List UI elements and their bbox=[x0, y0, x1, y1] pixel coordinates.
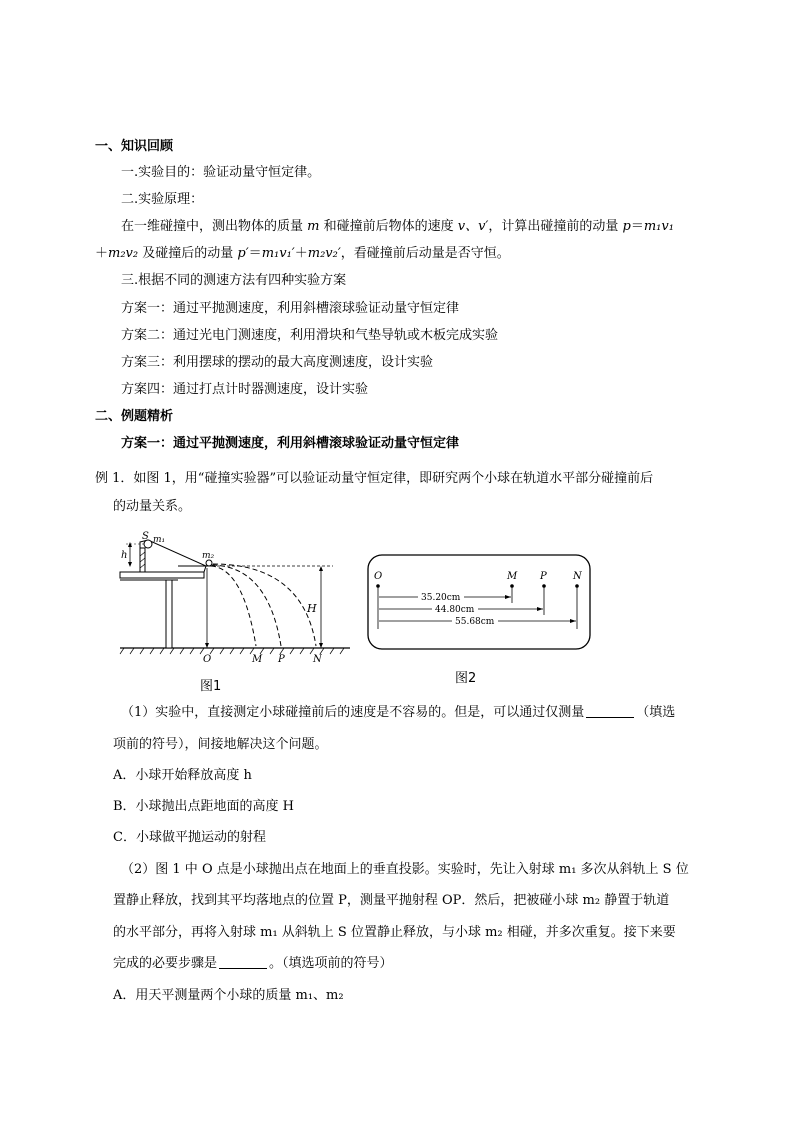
symbol-p-prime: p′ bbox=[237, 246, 249, 261]
section1-heading: 一、知识回顾 bbox=[95, 139, 174, 154]
label-m1: m₁ bbox=[153, 535, 166, 545]
label-M: M bbox=[252, 654, 263, 663]
section2-subheading: 方案一：通过平抛测速度，利用斜槽滚球验证动量守恒定律 bbox=[121, 436, 460, 451]
principle-text: 及碰撞后的动量 bbox=[138, 246, 238, 261]
symbol-m: m bbox=[307, 219, 320, 234]
principle-text: 和碰撞前后物体的速度 bbox=[319, 219, 458, 234]
plus-sign: ＋ bbox=[294, 246, 308, 261]
principle-line-2 bbox=[95, 245, 510, 263]
record-paper bbox=[368, 555, 590, 649]
symbol-m1v1-prime: m₁v₁′ bbox=[261, 246, 295, 261]
q1-line-1 bbox=[121, 704, 675, 722]
symbol-p: p bbox=[622, 219, 631, 234]
q1-option-b: B．小球抛出点距地面的高度 H bbox=[113, 799, 295, 814]
symbol-m1v1: m₁v₁ bbox=[643, 219, 674, 234]
q2-option-a: A．用天平测量两个小球的质量 m₁、m₂ bbox=[113, 988, 344, 1003]
q2-text: 。（填选项前的符号） bbox=[269, 956, 393, 971]
q1-line-2: 项前的符号），间接地解决这个问题。 bbox=[113, 737, 328, 752]
label-N: N bbox=[313, 654, 322, 663]
figure-1-label: 图1 bbox=[200, 679, 222, 694]
principle-text: ，看碰撞前后动量是否守恒。 bbox=[340, 246, 510, 261]
symbol-m2v2-prime: m₂v₂′ bbox=[307, 246, 341, 261]
figure-2 bbox=[366, 553, 592, 653]
q1-option-a: A．小球开始释放高度 h bbox=[113, 768, 252, 783]
label-P: P bbox=[540, 571, 547, 582]
q2-text: 完成的必要步骤是 bbox=[113, 956, 218, 971]
distance-OP-label: 44.80cm bbox=[435, 605, 475, 615]
q1-option-c: C．小球做平抛运动的射程 bbox=[113, 830, 266, 845]
label-h: h bbox=[121, 550, 128, 561]
methods-title: 三.根据不同的测速方法有四种实验方案 bbox=[121, 273, 347, 288]
example-line-1: 例 1．如图 1，用“碰撞实验器”可以验证动量守恒定律，即研究两个小球在轨道水平部分碰撞前后 bbox=[95, 471, 654, 486]
q1-answer-blank[interactable] bbox=[586, 705, 634, 718]
principle-text: ，计算出碰撞前的动量 bbox=[488, 219, 623, 234]
q2-line-4 bbox=[113, 955, 393, 973]
label-M: M bbox=[507, 571, 518, 582]
equals-sign: ＝ bbox=[248, 246, 262, 261]
figure-2-label: 图2 bbox=[455, 671, 477, 686]
distance-OM-label: 35.20cm bbox=[421, 593, 461, 603]
principle-line-1 bbox=[121, 218, 674, 236]
equals-sign: ＝ bbox=[630, 219, 644, 234]
plus-sign: ＋ bbox=[95, 246, 109, 261]
q2-line-3: 的水平部分，再将入射球 m₁ 从斜轨上 S 位置静止释放，与小球 m₂ 相碰，并多次重复。接下来要 bbox=[113, 925, 676, 940]
example-line-2: 的动量关系。 bbox=[113, 499, 192, 514]
table-top bbox=[120, 572, 204, 578]
label-m2: m₂ bbox=[202, 551, 215, 561]
method-4: 方案四：通过打点计时器测速度，设计实验 bbox=[121, 382, 369, 397]
q1-text: （填选 bbox=[636, 705, 676, 720]
label-O: O bbox=[374, 571, 383, 582]
section2-heading: 二、例题精析 bbox=[95, 409, 174, 424]
trajectory-N bbox=[213, 564, 316, 646]
label-S: S bbox=[142, 531, 149, 542]
figure-1 bbox=[118, 528, 353, 663]
method-1: 方案一：通过平抛测速度，利用斜槽滚球验证动量守恒定律 bbox=[121, 301, 460, 316]
symbol-v: v、v′ bbox=[457, 219, 489, 234]
symbol-m2v2: m₂v₂ bbox=[108, 246, 139, 261]
purpose-text: 一.实验目的：验证动量守恒定律。 bbox=[121, 165, 321, 180]
principle-text: 在一维碰撞中，测出物体的质量 bbox=[121, 219, 308, 234]
q2-line-1: （2）图 1 中 O 点是小球抛出点在地面上的垂直投影。实验时，先让入射球 m₁ 多次从斜轨上 S 位 bbox=[121, 862, 689, 877]
label-N: N bbox=[573, 571, 582, 582]
label-O: O bbox=[203, 654, 212, 663]
method-2: 方案二：通过光电门测速度，利用滑块和气垫导轨或木板完成实验 bbox=[121, 328, 499, 343]
q2-line-2: 置静止释放，找到其平均落地点的位置 P，测量平抛射程 OP．然后，把被碰小球 m₂ 静置于轨道 bbox=[113, 893, 670, 908]
label-P: P bbox=[278, 654, 285, 663]
q1-text: （1）实验中，直接测定小球碰撞前后的速度是不容易的。但是，可以通过仅测量 bbox=[121, 705, 585, 720]
method-3: 方案三：利用摆球的摆动的最大高度测速度，设计实验 bbox=[121, 355, 434, 370]
table-leg bbox=[166, 580, 172, 648]
q2-answer-blank[interactable] bbox=[219, 956, 267, 969]
label-H: H bbox=[307, 602, 317, 615]
ground-hatch bbox=[120, 648, 344, 654]
distance-ON-label: 55.68cm bbox=[455, 617, 495, 627]
principle-title: 二.实验原理： bbox=[121, 192, 204, 207]
